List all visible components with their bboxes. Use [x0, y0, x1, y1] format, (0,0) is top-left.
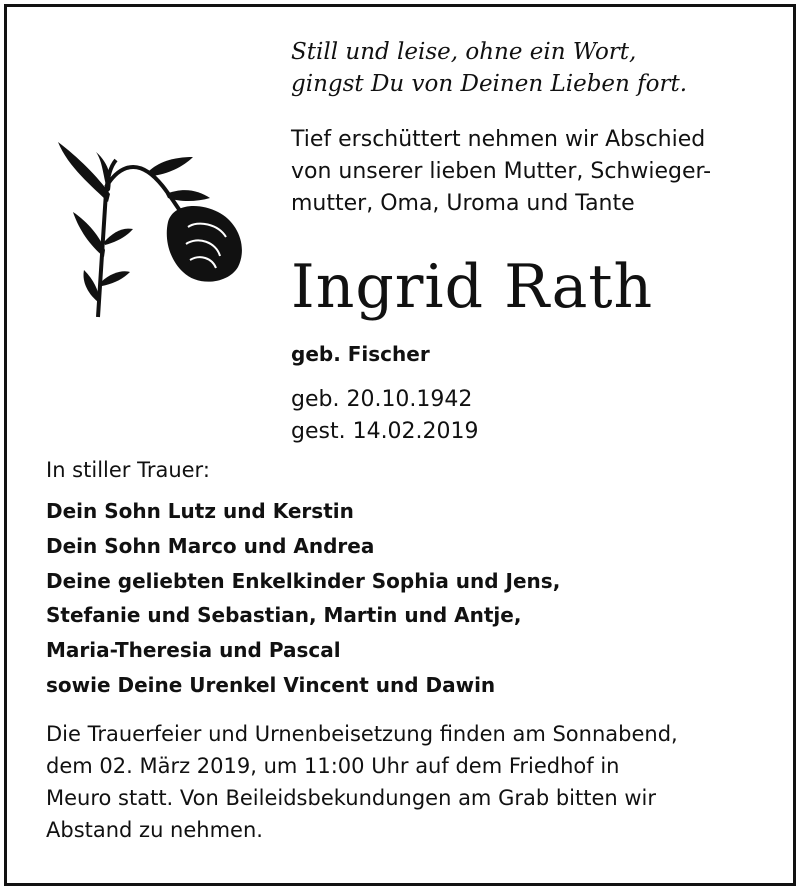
- deceased-name: Ingrid Rath: [291, 252, 654, 322]
- mourner-line: Stefanie und Sebastian, Martin und Antje,: [46, 603, 522, 628]
- maiden-name: geb. Fischer: [291, 342, 430, 366]
- funeral-line: Meuro statt. Von Beileidsbekundungen am Grab bitten wir: [46, 786, 657, 810]
- mourner-line: sowie Deine Urenkel Vincent und Dawin: [46, 672, 496, 697]
- life-dates: [291, 384, 479, 448]
- intro-text: [291, 124, 711, 220]
- funeral-line: Abstand zu nehmen.: [46, 818, 263, 842]
- poem: [291, 36, 687, 100]
- mourner-line: Dein Sohn Lutz und Kerstin: [46, 499, 354, 523]
- birth-date: geb. 20.10.1942: [291, 387, 473, 412]
- funeral-line: dem 02. März 2019, um 11:00 Uhr auf dem Friedhof in: [46, 754, 620, 778]
- mourner-line: Dein Sohn Marco und Andrea: [46, 533, 375, 558]
- death-date: gest. 14.02.2019: [291, 419, 479, 444]
- funeral-info: [46, 718, 766, 846]
- mourners-list: [46, 494, 560, 703]
- mourners-label: In stiller Trauer:: [46, 458, 210, 482]
- funeral-line: Die Trauerfeier und Urnenbeisetzung finden am Sonnabend,: [46, 722, 678, 746]
- poem-line: gingst Du von Deinen Lieben fort.: [291, 71, 688, 97]
- rose-icon: [48, 132, 258, 332]
- poem-line: Still und leise, ohne ein Wort,: [291, 39, 637, 65]
- intro-line: Tief erschüttert nehmen wir Abschied: [291, 127, 706, 152]
- mourner-line: Maria-Theresia und Pascal: [46, 638, 341, 663]
- intro-line: von unserer lieben Mutter, Schwieger-: [291, 159, 712, 184]
- mourner-line: Deine geliebten Enkelkinder Sophia und Jens,: [46, 568, 561, 593]
- intro-line: mutter, Oma, Uroma und Tante: [291, 191, 635, 216]
